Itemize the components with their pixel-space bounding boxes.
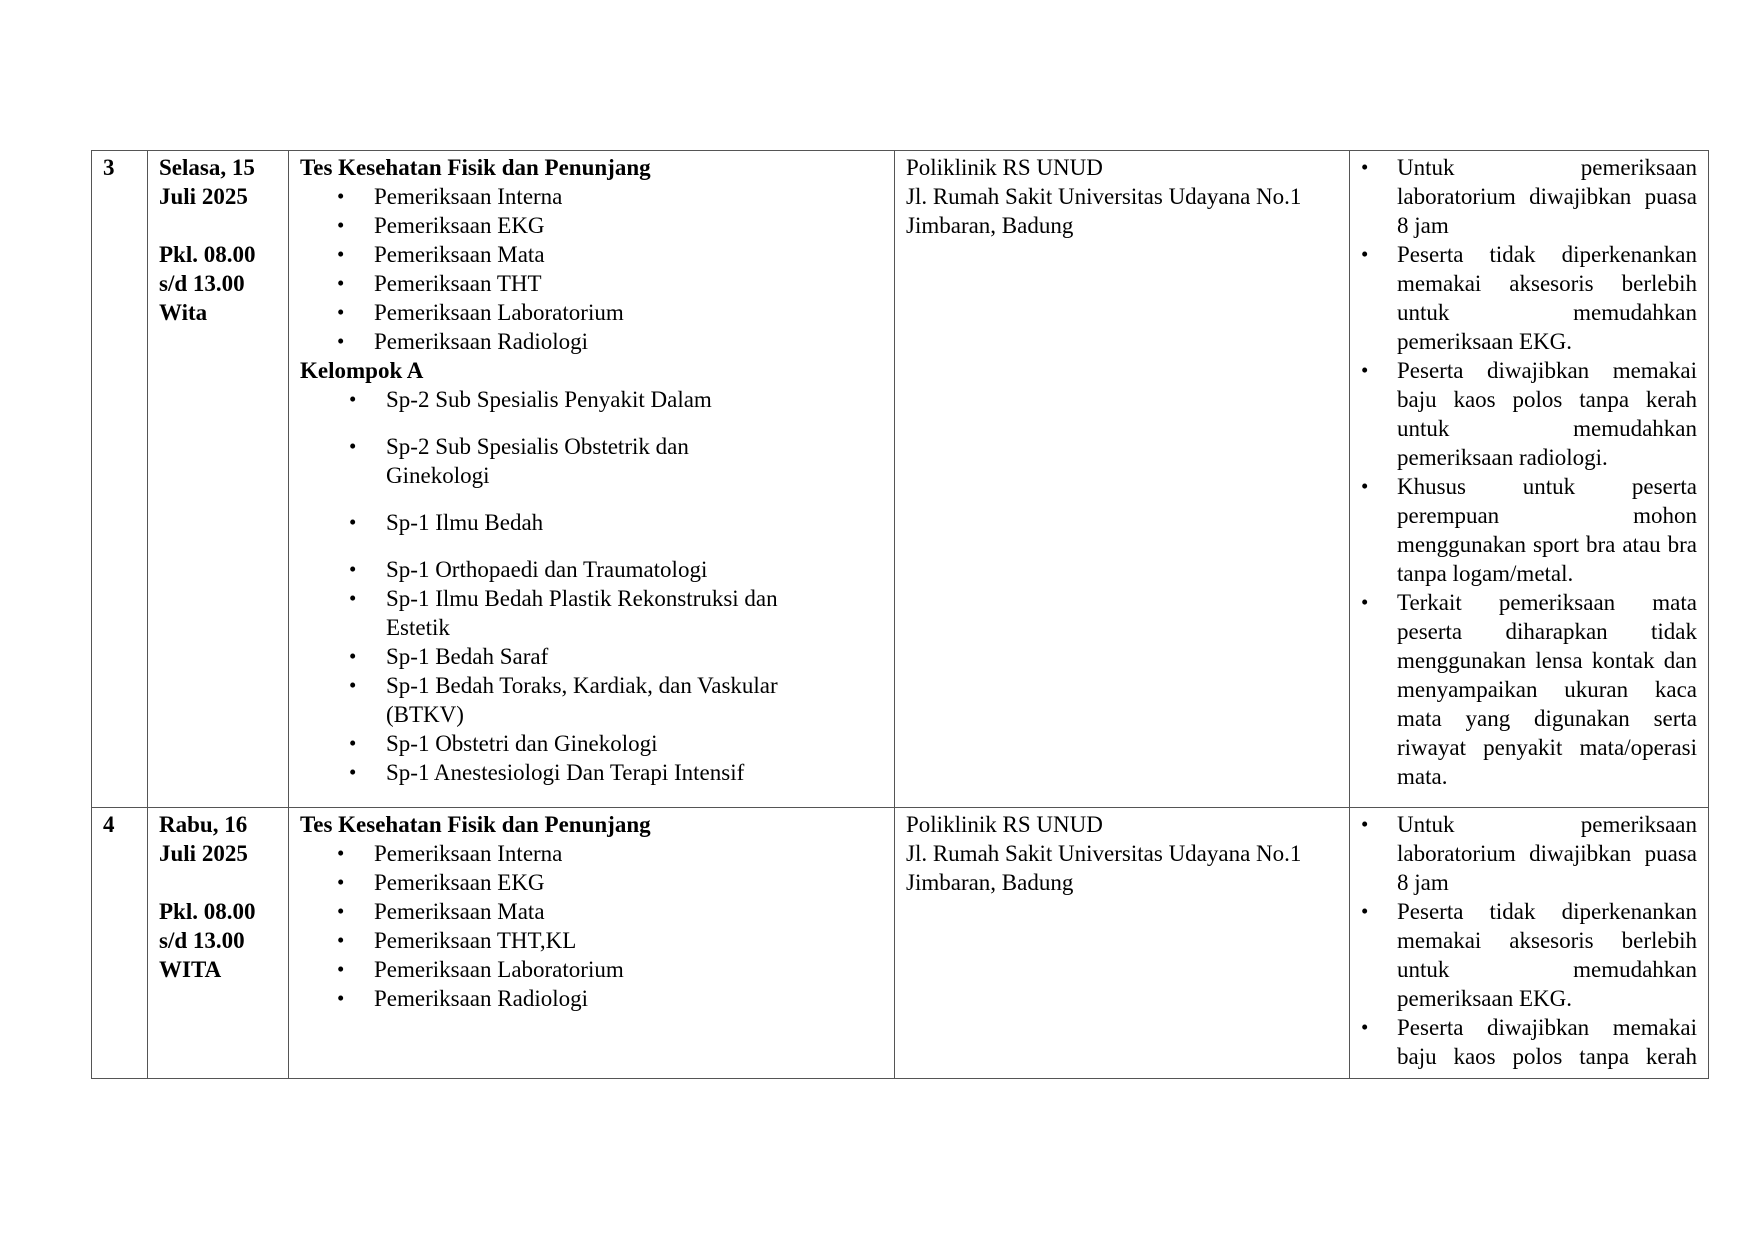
list-item: • Terkait pemeriksaan mata peserta diharapkan tidak menggunakan lensa kontak dan menyampaikan ukuran kaca mata yang digunakan serta riwayat penyakit mata/operasi mata. bbox=[1397, 588, 1697, 791]
date-time-cell bbox=[148, 151, 289, 808]
time-line: s/d 13.00 bbox=[159, 928, 245, 953]
activity-title: Tes Kesehatan Fisik dan Penunjang bbox=[300, 812, 651, 837]
time-line: Pkl. 08.00 bbox=[159, 899, 256, 924]
group-title: Kelompok A bbox=[300, 358, 424, 383]
list-item: • Peserta tidak diperkenankan memakai aksesoris berlebih untuk memudahkan pemeriksaan EKG. bbox=[1397, 897, 1697, 1013]
list-item: • Pemeriksaan THT,KL bbox=[374, 926, 883, 955]
activity-cell bbox=[289, 151, 895, 808]
list-item: • Sp-1 Bedah Toraks, Kardiak, dan Vaskular (BTKV) bbox=[386, 671, 883, 729]
location-line: Poliklinik RS UNUD bbox=[906, 812, 1103, 837]
list-item: • Pemeriksaan EKG bbox=[374, 211, 883, 240]
list-item: • Untuk pemeriksaan laboratorium diwajibkan puasa 8 jam bbox=[1397, 153, 1697, 240]
list-item: • Peserta diwajibkan memakai baju kaos polos tanpa kerah bbox=[1397, 1013, 1697, 1071]
list-item: • Pemeriksaan Laboratorium bbox=[374, 298, 883, 327]
exam-list bbox=[300, 182, 883, 356]
time-line: WITA bbox=[159, 957, 222, 982]
table-row bbox=[92, 151, 1709, 808]
exam-list bbox=[300, 839, 883, 1013]
list-item: • Pemeriksaan EKG bbox=[374, 868, 883, 897]
location-cell bbox=[895, 808, 1350, 1079]
group-list bbox=[300, 385, 883, 787]
list-item: • Khusus untuk peserta perempuan mohon menggunakan sport bra atau bra tanpa logam/metal. bbox=[1397, 472, 1697, 588]
list-item: • Sp-1 Bedah Saraf bbox=[386, 642, 883, 671]
list-item: • Pemeriksaan THT bbox=[374, 269, 883, 298]
list-item: • Pemeriksaan Interna bbox=[374, 839, 883, 868]
date-line: Selasa, 15 bbox=[159, 155, 255, 180]
activity-cell bbox=[289, 808, 895, 1079]
list-item: • Sp-1 Ilmu Bedah Plastik Rekonstruksi dan Estetik bbox=[386, 584, 883, 642]
location-line: Jimbaran, Badung bbox=[906, 870, 1074, 895]
activity-title: Tes Kesehatan Fisik dan Penunjang bbox=[300, 155, 651, 180]
list-item: • Pemeriksaan Laboratorium bbox=[374, 955, 883, 984]
notes-list bbox=[1361, 810, 1697, 1071]
row-number-cell bbox=[92, 151, 148, 808]
date-line: Juli 2025 bbox=[159, 841, 248, 866]
location-cell bbox=[895, 151, 1350, 808]
time-line: Pkl. 08.00 bbox=[159, 242, 256, 267]
date-line: Juli 2025 bbox=[159, 184, 248, 209]
table-row bbox=[92, 808, 1709, 1079]
list-item: • Peserta tidak diperkenankan memakai aksesoris berlebih untuk memudahkan pemeriksaan EKG. bbox=[1397, 240, 1697, 356]
row-number: 3 bbox=[103, 155, 115, 180]
list-item: • Pemeriksaan Interna bbox=[374, 182, 883, 211]
list-item: • Peserta diwajibkan memakai baju kaos polos tanpa kerah untuk memudahkan pemeriksaan radiologi. bbox=[1397, 356, 1697, 472]
list-item: • Sp-1 Obstetri dan Ginekologi bbox=[386, 729, 883, 758]
date-line: Rabu, 16 bbox=[159, 812, 248, 837]
notes-cell bbox=[1350, 808, 1709, 1079]
notes-list bbox=[1361, 153, 1697, 791]
list-item: • Pemeriksaan Radiologi bbox=[374, 327, 883, 356]
location-line: Poliklinik RS UNUD bbox=[906, 155, 1103, 180]
list-item: • Sp-2 Sub Spesialis Obstetrik dan Ginekologi bbox=[386, 432, 883, 490]
location-line: Jl. Rumah Sakit Universitas Udayana No.1 bbox=[906, 841, 1302, 866]
list-item: • Untuk pemeriksaan laboratorium diwajibkan puasa 8 jam bbox=[1397, 810, 1697, 897]
list-item: • Sp-1 Anestesiologi Dan Terapi Intensif bbox=[386, 758, 883, 787]
schedule-table bbox=[91, 150, 1709, 1079]
row-number-cell bbox=[92, 808, 148, 1079]
list-item: • Sp-2 Sub Spesialis Penyakit Dalam bbox=[386, 385, 883, 414]
row-number: 4 bbox=[103, 812, 115, 837]
list-item: • Sp-1 Orthopaedi dan Traumatologi bbox=[386, 555, 883, 584]
time-line: Wita bbox=[159, 300, 208, 325]
list-item: • Pemeriksaan Mata bbox=[374, 897, 883, 926]
list-item: • Pemeriksaan Radiologi bbox=[374, 984, 883, 1013]
location-line: Jimbaran, Badung bbox=[906, 213, 1074, 238]
location-line: Jl. Rumah Sakit Universitas Udayana No.1 bbox=[906, 184, 1302, 209]
date-time-cell bbox=[148, 808, 289, 1079]
list-item: • Pemeriksaan Mata bbox=[374, 240, 883, 269]
time-line: s/d 13.00 bbox=[159, 271, 245, 296]
list-item: • Sp-1 Ilmu Bedah bbox=[386, 508, 883, 537]
notes-cell bbox=[1350, 151, 1709, 808]
